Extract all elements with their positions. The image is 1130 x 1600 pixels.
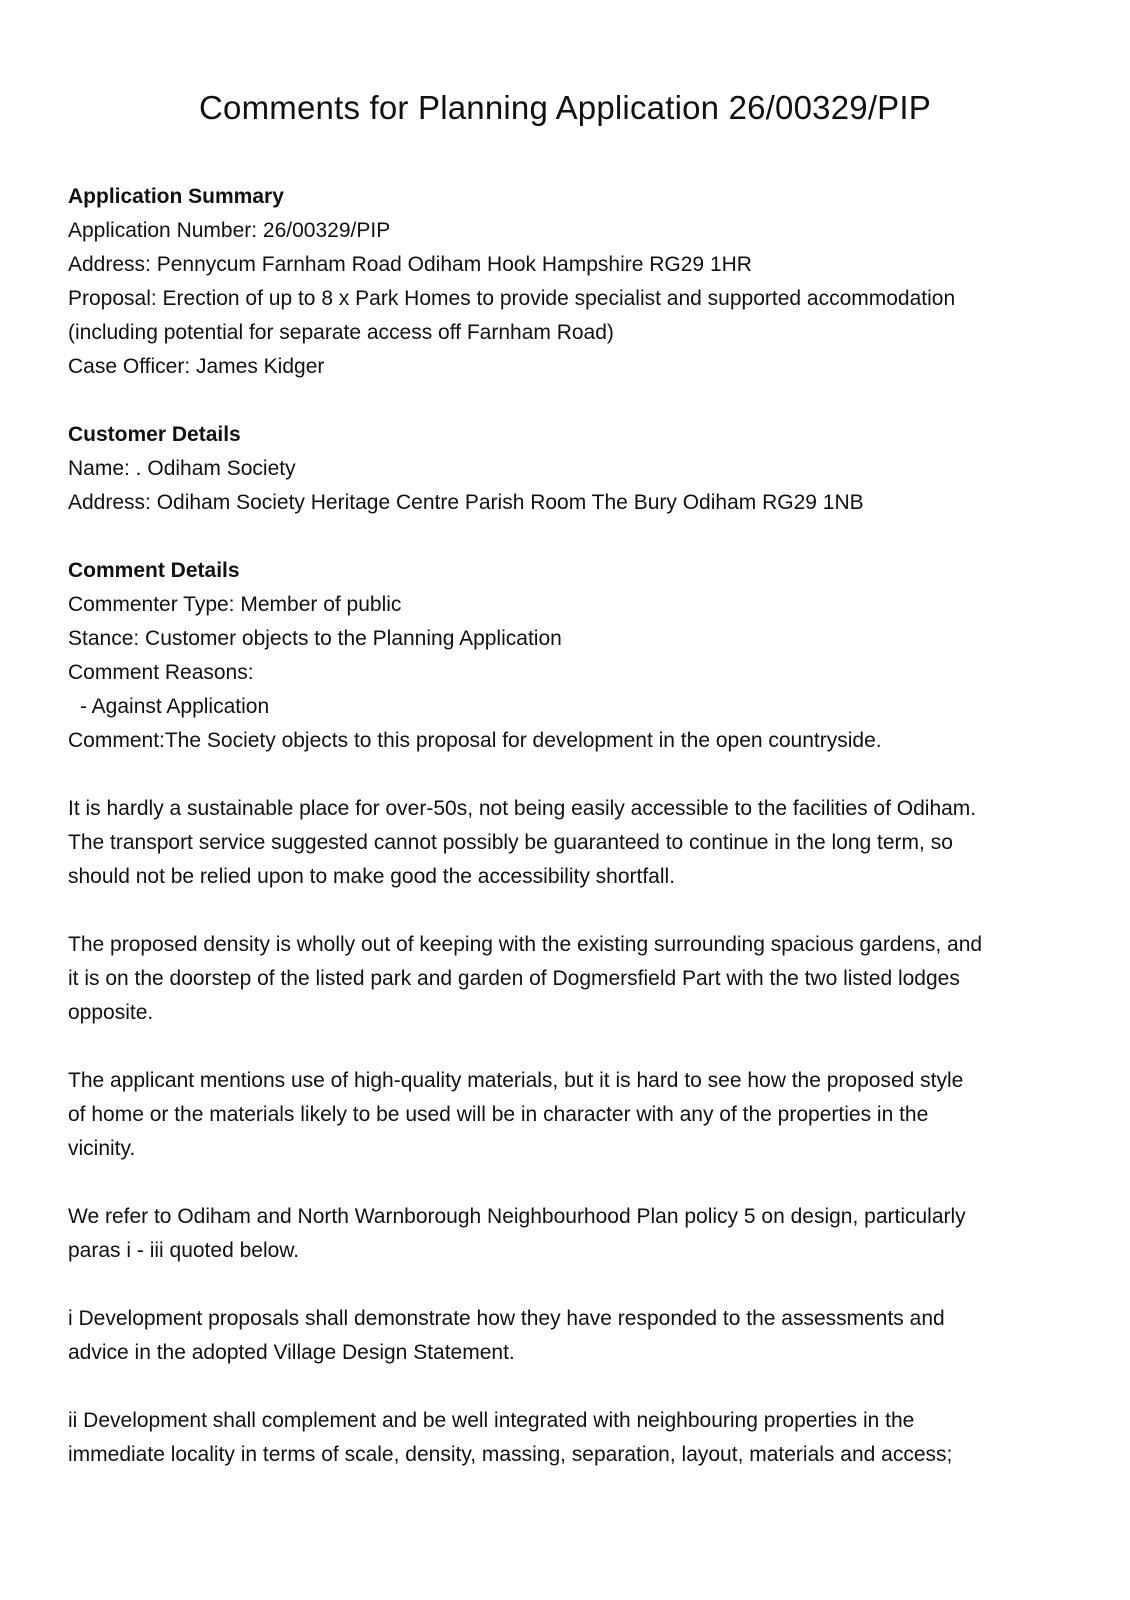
proposal-line: Proposal: Erection of up to 8 x Park Homes to provide specialist and supported accommodation <box>68 287 956 310</box>
paragraph-line: i Development proposals shall demonstrate how they have responded to the assessments and <box>68 1307 945 1330</box>
comment-paragraph <box>68 1200 1068 1268</box>
paragraph-line: advice in the adopted Village Design Statement. <box>68 1341 515 1364</box>
customer-details-section <box>68 418 1068 520</box>
paragraph-line: ii Development shall complement and be well integrated with neighbouring properties in the <box>68 1409 915 1432</box>
comment-details-heading: Comment Details <box>68 559 240 582</box>
paragraph-line: paras i - iii quoted below. <box>68 1239 300 1262</box>
page-title: Comments for Planning Application 26/00329/PIP <box>199 89 931 126</box>
comment-intro: Comment:The Society objects to this proposal for development in the open countryside. <box>68 729 882 752</box>
comment-reason-item: - Against Application <box>80 695 270 718</box>
paragraph-line: opposite. <box>68 1001 154 1024</box>
application-number: Application Number: 26/00329/PIP <box>68 219 391 242</box>
application-summary-section <box>68 180 1068 384</box>
customer-address: Address: Odiham Society Heritage Centre Parish Room The Bury Odiham RG29 1NB <box>68 491 864 514</box>
case-officer: Case Officer: James Kidger <box>68 355 325 378</box>
paragraph-line: The applicant mentions use of high-quality materials, but it is hard to see how the proposed style <box>68 1069 964 1092</box>
comment-paragraph <box>68 1302 1068 1370</box>
application-address: Address: Pennycum Farnham Road Odiham Hook Hampshire RG29 1HR <box>68 253 752 276</box>
comment-paragraph <box>68 1404 1068 1472</box>
paragraph-line: The transport service suggested cannot possibly be guaranteed to continue in the long term, so <box>68 831 953 854</box>
paragraph-line: We refer to Odiham and North Warnborough Neighbourhood Plan policy 5 on design, particularly <box>68 1205 966 1228</box>
comment-paragraph <box>68 1064 1068 1166</box>
paragraph-line: It is hardly a sustainable place for over-50s, not being easily accessible to the facilities of Odiham. <box>68 797 977 820</box>
paragraph-line: immediate locality in terms of scale, density, massing, separation, layout, materials and access; <box>68 1443 953 1466</box>
paragraph-line: vicinity. <box>68 1137 136 1160</box>
paragraph-line: of home or the materials likely to be used will be in character with any of the properties in the <box>68 1103 929 1126</box>
comment-reasons-label: Comment Reasons: <box>68 661 254 684</box>
comment-paragraph <box>68 928 1068 1030</box>
customer-name: Name: . Odiham Society <box>68 457 296 480</box>
comment-paragraph <box>68 792 1068 894</box>
commenter-type: Commenter Type: Member of public <box>68 593 402 616</box>
paragraph-line: The proposed density is wholly out of keeping with the existing surrounding spacious gardens, and <box>68 933 983 956</box>
paragraph-line: it is on the doorstep of the listed park and garden of Dogmersfield Part with the two listed lodges <box>68 967 960 990</box>
stance: Stance: Customer objects to the Planning Application <box>68 627 562 650</box>
customer-details-heading: Customer Details <box>68 423 241 446</box>
paragraph-line: should not be relied upon to make good the accessibility shortfall. <box>68 865 676 888</box>
document-content <box>68 180 1068 1472</box>
application-summary-heading: Application Summary <box>68 185 284 208</box>
comment-details-section <box>68 554 1068 758</box>
proposal-line: (including potential for separate access off Farnham Road) <box>68 321 614 344</box>
